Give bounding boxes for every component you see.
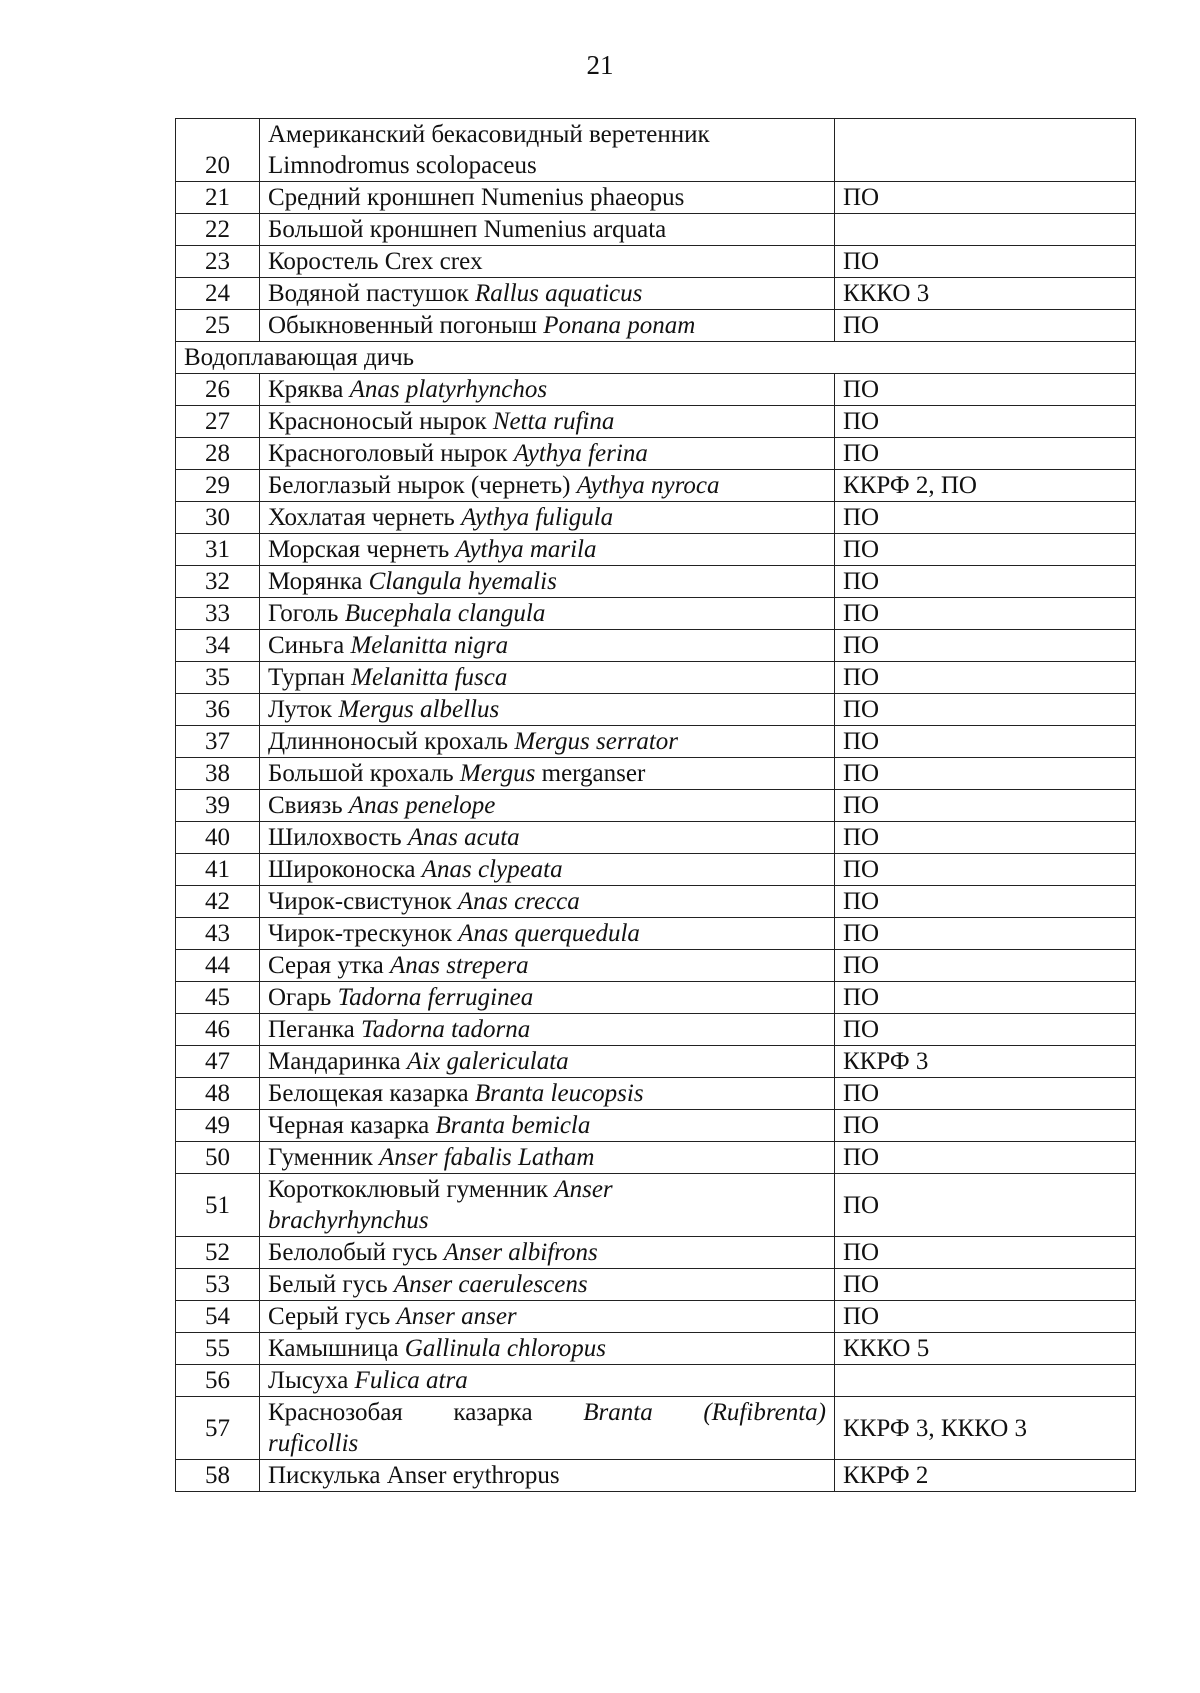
status-cell: ПО [835, 1078, 1136, 1110]
status-cell: ПО [835, 886, 1136, 918]
table-row [176, 822, 1136, 854]
species-name-cell [260, 534, 835, 566]
table-row [176, 566, 1136, 598]
scientific-name: Aix galericulata [406, 1048, 569, 1075]
common-name: Коростель [268, 248, 379, 275]
scientific-name: Bucephala clangula [344, 600, 546, 627]
row-number: 23 [176, 246, 260, 278]
species-name-cell [260, 502, 835, 534]
scientific-name: Branta bemicla [435, 1112, 591, 1139]
table-row [176, 182, 1136, 214]
scientific-name: Anas strepera [389, 952, 529, 979]
scientific-name: Aythya ferina [513, 440, 648, 467]
table-row [176, 1269, 1136, 1301]
row-number: 38 [176, 758, 260, 790]
scientific-name: Branta leucopsis [474, 1080, 644, 1107]
status-cell: ККРФ 2 [835, 1460, 1136, 1492]
scientific-name: Anas penelope [348, 792, 496, 819]
row-number: 32 [176, 566, 260, 598]
scientific-name: Aythya nyroca [576, 472, 720, 499]
common-name: Свиязь [268, 792, 343, 819]
common-name: Красноголовый нырок [268, 440, 508, 467]
scientific-name: Anser [554, 1176, 613, 1203]
table-row [176, 726, 1136, 758]
row-number: 39 [176, 790, 260, 822]
scientific-name: Limnodromus scolopaceus [268, 152, 537, 179]
status-cell: ПО [835, 374, 1136, 406]
table-row [176, 1046, 1136, 1078]
table-row [176, 502, 1136, 534]
common-name: Морская чернеть [268, 536, 450, 563]
table-row [176, 918, 1136, 950]
scientific-name-word: (Rufibrenta) [703, 1399, 826, 1426]
species-name-cell [260, 214, 835, 246]
status-cell: ПО [835, 758, 1136, 790]
common-name: Шилохвость [268, 824, 402, 851]
species-name-cell [260, 1333, 835, 1365]
scientific-name: Anas querquedula [458, 920, 640, 947]
row-number: 28 [176, 438, 260, 470]
common-name: Серая утка [268, 952, 384, 979]
table-row [176, 854, 1136, 886]
row-number: 20 [176, 119, 260, 182]
row-number: 21 [176, 182, 260, 214]
status-cell: ПО [835, 182, 1136, 214]
species-name-cell [260, 822, 835, 854]
species-name-cell [260, 694, 835, 726]
row-number: 46 [176, 1014, 260, 1046]
common-name: Огарь [268, 984, 332, 1011]
species-name-line [268, 119, 826, 150]
table-row [176, 1078, 1136, 1110]
scientific-name: Ponana ponam [543, 312, 696, 339]
common-name: Морянка [268, 568, 363, 595]
status-cell [835, 119, 1136, 182]
species-name-cell [260, 1237, 835, 1269]
row-number: 34 [176, 630, 260, 662]
table-row [176, 278, 1136, 310]
scientific-name: Melanitta fusca [351, 664, 508, 691]
species-name-cell [260, 1142, 835, 1174]
scientific-name: Crex crex [384, 248, 483, 275]
common-name: Чирок-трескунок [268, 920, 452, 947]
status-cell: ПО [835, 310, 1136, 342]
scientific-name-part: merganser [541, 760, 646, 787]
row-number: 40 [176, 822, 260, 854]
common-name: Широконоска [268, 856, 416, 883]
status-cell: ПО [835, 438, 1136, 470]
scientific-name: Mergus albellus [338, 696, 500, 723]
table-row [176, 598, 1136, 630]
table-row [176, 694, 1136, 726]
common-name: Белый гусь [268, 1271, 388, 1298]
status-cell [835, 214, 1136, 246]
scientific-name: Rallus aquaticus [475, 280, 643, 307]
species-name-cell [260, 1460, 835, 1492]
species-name-cell [260, 1014, 835, 1046]
scientific-name: Numenius arquata [483, 216, 667, 243]
species-name-line [268, 1397, 826, 1428]
species-name-cell [260, 182, 835, 214]
common-name: Гуменник [268, 1144, 373, 1171]
common-name: Длинноносый крохаль [268, 728, 509, 755]
common-name: Чирок-свистунок [268, 888, 452, 915]
status-cell: ПО [835, 502, 1136, 534]
row-number: 35 [176, 662, 260, 694]
table-row [176, 310, 1136, 342]
row-number: 55 [176, 1333, 260, 1365]
scientific-name: Aythya marila [455, 536, 597, 563]
row-number: 31 [176, 534, 260, 566]
row-number: 42 [176, 886, 260, 918]
common-name: Большой кроншнеп [268, 216, 478, 243]
common-name: Пискулька [268, 1462, 381, 1489]
status-cell: ПО [835, 918, 1136, 950]
species-name-cell [260, 1365, 835, 1397]
status-cell: ПО [835, 1237, 1136, 1269]
status-cell: ККРФ 2, ПО [835, 470, 1136, 502]
scientific-name: Anser erythropus [386, 1462, 560, 1489]
scientific-name: Anas clypeata [421, 856, 563, 883]
scientific-name: Anser fabalis Latham [379, 1144, 595, 1171]
row-number: 43 [176, 918, 260, 950]
table-row [176, 1301, 1136, 1333]
species-name-cell [260, 310, 835, 342]
status-cell: ПО [835, 246, 1136, 278]
row-number: 22 [176, 214, 260, 246]
row-number: 41 [176, 854, 260, 886]
common-name: Турпан [268, 664, 345, 691]
row-number: 50 [176, 1142, 260, 1174]
common-name: Красноносый нырок [268, 408, 487, 435]
row-number: 47 [176, 1046, 260, 1078]
species-name-line [268, 150, 826, 181]
row-number: 44 [176, 950, 260, 982]
table-row [176, 1142, 1136, 1174]
species-name-cell [260, 1301, 835, 1333]
table-row [176, 982, 1136, 1014]
species-name-line [268, 1428, 826, 1459]
species-name-cell [260, 119, 835, 182]
species-name-cell [260, 598, 835, 630]
common-name: Луток [268, 696, 333, 723]
common-name: Белолобый гусь [268, 1239, 438, 1266]
species-name-cell [260, 758, 835, 790]
common-name: Лысуха [268, 1367, 349, 1394]
species-name-cell [260, 1046, 835, 1078]
species-name-cell [260, 1174, 835, 1237]
table-row [176, 246, 1136, 278]
common-name: Мандаринка [268, 1048, 401, 1075]
table-row [176, 1365, 1136, 1397]
species-name-cell [260, 374, 835, 406]
status-cell: ПО [835, 726, 1136, 758]
row-number: 58 [176, 1460, 260, 1492]
table-row [176, 1460, 1136, 1492]
row-number: 25 [176, 310, 260, 342]
page-number: 21 [586, 50, 614, 80]
scientific-name: Anas platyrhynchos [349, 376, 548, 403]
row-number: 51 [176, 1174, 260, 1237]
species-name-cell [260, 278, 835, 310]
status-cell: ПО [835, 790, 1136, 822]
table-row [176, 1174, 1136, 1237]
table-row [176, 534, 1136, 566]
table-row [176, 119, 1136, 182]
species-name-cell [260, 662, 835, 694]
status-cell: ПО [835, 1174, 1136, 1237]
common-name: Кряква [268, 376, 344, 403]
table-row [176, 1333, 1136, 1365]
species-name-cell [260, 982, 835, 1014]
species-name-cell [260, 726, 835, 758]
table-row [176, 1237, 1136, 1269]
scientific-name: Clangula hyemalis [368, 568, 557, 595]
scientific-name: Anas crecca [457, 888, 580, 915]
row-number: 48 [176, 1078, 260, 1110]
species-name-cell [260, 1078, 835, 1110]
status-cell: ПО [835, 566, 1136, 598]
scientific-name: Melanitta nigra [350, 632, 509, 659]
row-number: 33 [176, 598, 260, 630]
scientific-name: Anser caerulescens [393, 1271, 588, 1298]
common-name: Белоглазый нырок (чернеть) [268, 472, 571, 499]
status-cell: ПО [835, 694, 1136, 726]
scientific-name: Netta rufina [492, 408, 615, 435]
table-row [176, 406, 1136, 438]
species-name-cell [260, 918, 835, 950]
section-header-row [176, 342, 1136, 374]
row-number: 36 [176, 694, 260, 726]
table-row [176, 950, 1136, 982]
table-row [176, 438, 1136, 470]
species-name-cell [260, 1110, 835, 1142]
common-name-word: Краснозобая [268, 1399, 403, 1426]
row-number: 56 [176, 1365, 260, 1397]
species-name-cell [260, 1397, 835, 1460]
common-name: Белощекая казарка [268, 1080, 469, 1107]
status-cell: ПО [835, 1110, 1136, 1142]
status-cell: ПО [835, 854, 1136, 886]
species-name-cell [260, 1269, 835, 1301]
common-name: Короткоклювый гуменник [268, 1176, 549, 1203]
row-number: 54 [176, 1301, 260, 1333]
species-name-cell [260, 630, 835, 662]
status-cell: ККРФ 3 [835, 1046, 1136, 1078]
status-cell: ПО [835, 598, 1136, 630]
species-table [175, 118, 1136, 1492]
row-number: 49 [176, 1110, 260, 1142]
common-name: Черная казарка [268, 1112, 430, 1139]
table-row [176, 374, 1136, 406]
row-number: 37 [176, 726, 260, 758]
species-name-cell [260, 854, 835, 886]
common-name: Серый гусь [268, 1303, 391, 1330]
row-number: 57 [176, 1397, 260, 1460]
status-cell: КККО 3 [835, 278, 1136, 310]
common-name: Водяной пастушок [268, 280, 469, 307]
common-name-word: казарка [453, 1399, 533, 1426]
table-row [176, 470, 1136, 502]
species-name-cell [260, 566, 835, 598]
row-number: 52 [176, 1237, 260, 1269]
status-cell: ПО [835, 1142, 1136, 1174]
scientific-name-part: brachyrhynchus [268, 1207, 429, 1234]
scientific-name-word: Branta [583, 1399, 653, 1426]
row-number: 24 [176, 278, 260, 310]
scientific-name: Tadorna ferruginea [337, 984, 534, 1011]
row-number: 45 [176, 982, 260, 1014]
common-name: Большой крохаль [268, 760, 454, 787]
species-name-cell [260, 950, 835, 982]
scientific-name: ruficollis [268, 1430, 359, 1457]
table-row [176, 790, 1136, 822]
status-cell: ПО [835, 950, 1136, 982]
scientific-name: Gallinula chloropus [404, 1335, 606, 1362]
species-name-cell [260, 886, 835, 918]
status-cell [835, 1365, 1136, 1397]
row-number: 30 [176, 502, 260, 534]
table-row [176, 630, 1136, 662]
row-number: 27 [176, 406, 260, 438]
common-name: Пеганка [268, 1016, 355, 1043]
table-row [176, 1014, 1136, 1046]
species-name-cell [260, 470, 835, 502]
status-cell: ПО [835, 534, 1136, 566]
status-cell: ПО [835, 662, 1136, 694]
scientific-name: Mergus [459, 760, 536, 787]
status-cell: ПО [835, 982, 1136, 1014]
scientific-name: Anas acuta [407, 824, 520, 851]
species-name-cell [260, 790, 835, 822]
row-number: 53 [176, 1269, 260, 1301]
common-name: Гоголь [268, 600, 339, 627]
status-cell: ККРФ 3, КККО 3 [835, 1397, 1136, 1460]
scientific-name: Anser anser [396, 1303, 517, 1330]
status-cell: ПО [835, 1014, 1136, 1046]
table-row [176, 886, 1136, 918]
status-cell: ПО [835, 406, 1136, 438]
species-name-cell [260, 406, 835, 438]
species-name-cell [260, 246, 835, 278]
common-name: Обыкновенный погоныш [268, 312, 537, 339]
row-number: 26 [176, 374, 260, 406]
table-row [176, 1110, 1136, 1142]
scientific-name: Fulica atra [354, 1367, 468, 1394]
scientific-name: Tadorna tadorna [361, 1016, 531, 1043]
table-row [176, 758, 1136, 790]
scientific-name: Mergus serrator [514, 728, 678, 755]
common-name: Синьга [268, 632, 345, 659]
status-cell: ПО [835, 1269, 1136, 1301]
table-row [176, 1397, 1136, 1460]
common-name: Хохлатая чернеть [268, 504, 455, 531]
common-name: Камышница [268, 1335, 399, 1362]
section-header: Водоплавающая дичь [176, 342, 1136, 374]
table-row [176, 214, 1136, 246]
scientific-name: Anser albifrons [443, 1239, 598, 1266]
table-row [176, 662, 1136, 694]
common-name: Средний кроншнеп [268, 184, 475, 211]
status-cell: ПО [835, 1301, 1136, 1333]
status-cell: ПО [835, 630, 1136, 662]
row-number: 29 [176, 470, 260, 502]
scientific-name: Aythya fuligula [461, 504, 614, 531]
scientific-name: Numenius phaeopus [480, 184, 685, 211]
status-cell: КККО 5 [835, 1333, 1136, 1365]
status-cell: ПО [835, 822, 1136, 854]
species-name-cell [260, 438, 835, 470]
common-name: Американский бекасовидный веретенник [268, 121, 710, 148]
